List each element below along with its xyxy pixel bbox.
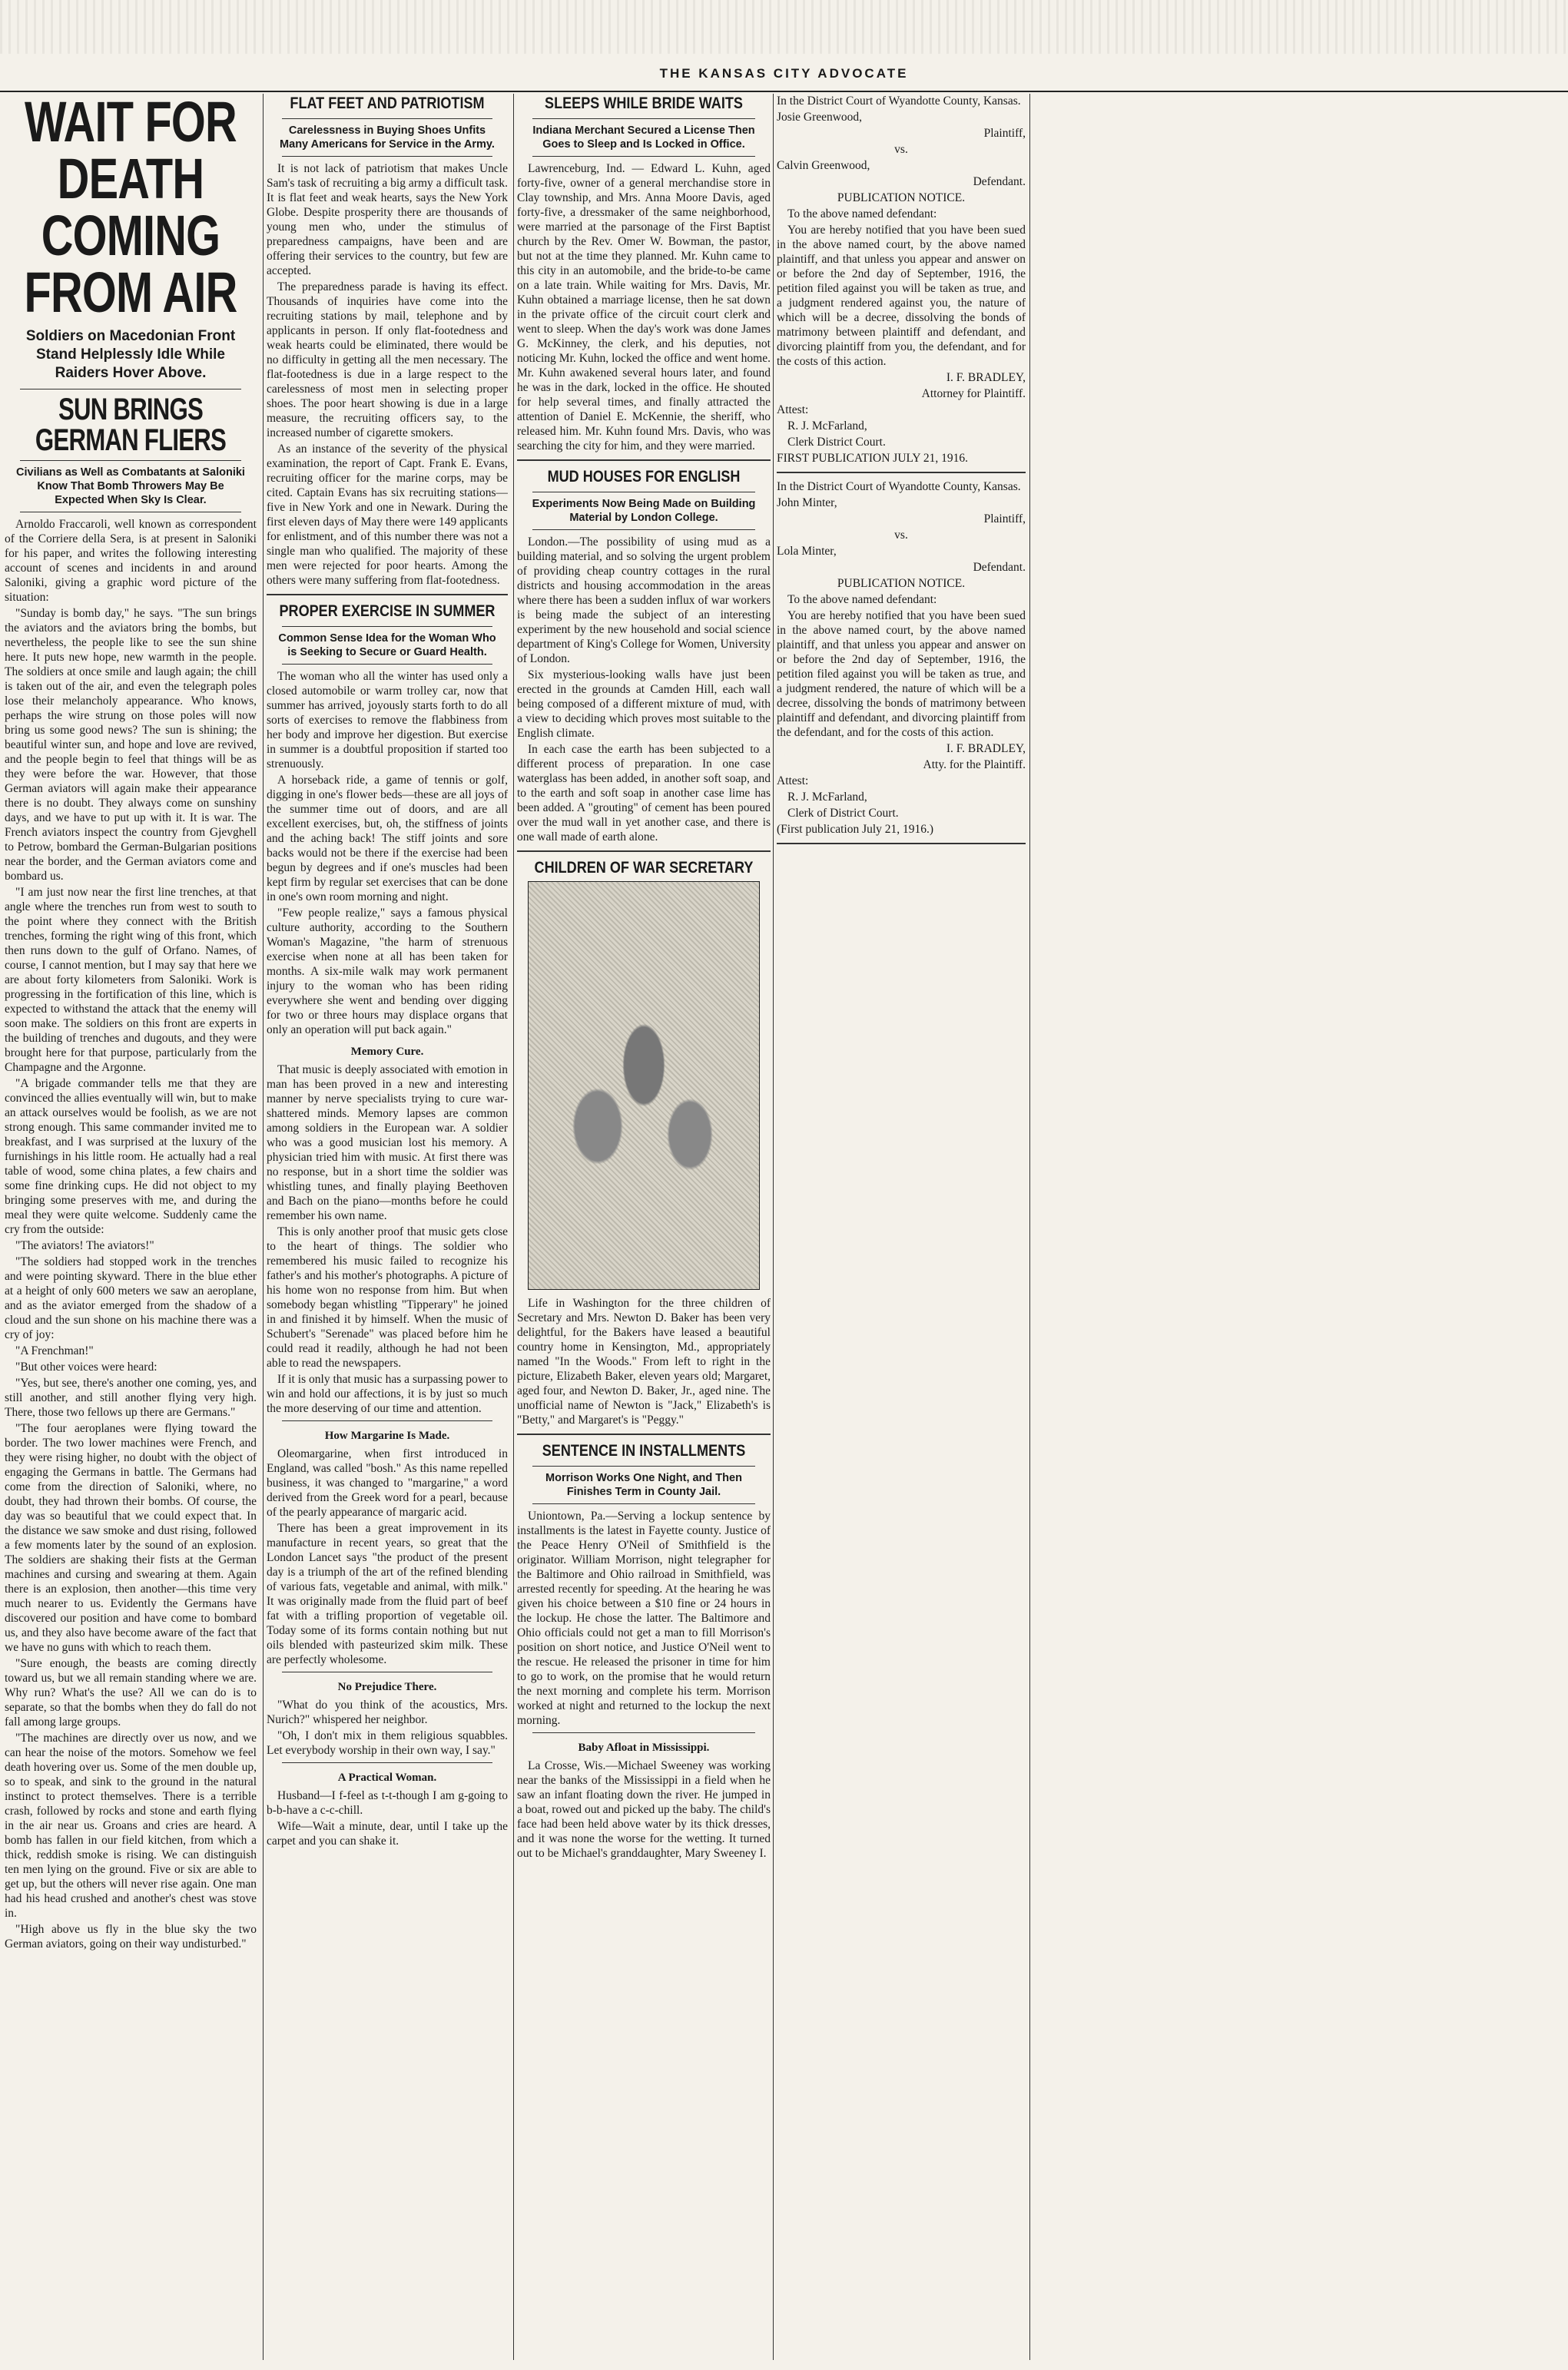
article-paragraph: Husband—I f-feel as t-t-though I am g-going to b-b-have a c-c-chill. [267,1789,508,1817]
divider [532,156,755,157]
divider [532,529,755,530]
article-paragraph: "Yes, but see, there's another one coming, yes, and still another, and still another flying very high. There, those two fellows up there are Germans." [5,1377,257,1419]
column-3 [513,94,771,2360]
article-paragraph: Uniontown, Pa.—Serving a lockup sentence by installments is the latest in Fayette county. Justice of the Peace Henry O'Neil of Smithfield is the originator. William Morrison, night telegrapher for the Baltimore and Ohio railroad in Smithfield, was arrested recently for speeding. At the hearing he was given his choice between a $10 fine or 24 hours in the lockup. He chose the latter. The Baltimore and Ohio officials could not get a man to fill Morrison's position on short notice, and Justice O'Neil went to the rescue. He released the prisoner in time for him to go to work, on the promise that he would return the next morning and complete his term. Morrison worked at night and returned to the lockup the next morning. [517,1510,771,1727]
notice-attest: Attest: [777,403,809,416]
article-paragraph: Wife—Wait a minute, dear, until I take up the carpet and you can shake it. [267,1820,508,1848]
notice-attorney: I. F. BRADLEY, [946,742,1026,755]
headline-coming-from-air: COMING FROM AIR [24,204,237,324]
headline-children-war-secretary: CHILDREN OF WAR SECRETARY [534,859,754,877]
notice-attest: Attest: [777,774,809,787]
photo-caption: Life in Washington for the three children of Secretary and Mrs. Newton D. Baker has been very delightful, for the Bakers have leased a beautiful country home in Kensington, Md., appropriately named "In the Woods." From left to right in the picture, Elizabeth Baker, eleven years old; Margaret, aged four, and Newton D. Baker, Jr., aged nine. The unofficial name of Newton is "Jack," Elizabeth's is "Betty," and Margaret's is "Peggy." [517,1297,771,1427]
notice-vs: vs. [894,143,908,156]
article-paragraph: It is not lack of patriotism that makes Uncle Sam's task of recruiting a big army a difficult task. It is flat feet and weak hearts, says the New York Globe. Despite prosperity there are thousands of young men who, under the stimulus of preparedness campaigns, have been and are offering their services to the country, but few are accepted. [267,162,508,277]
article-paragraph: Six mysterious-looking walls have just been erected in the grounds at Camden Hill, each wall being composed of a different mixture of mud, with a view to deciding which proves most suitable to the English climate. [517,668,771,740]
article-paragraph: "The soldiers had stopped work in the trenches and were pointing skyward. There in the blue ether at a height of only 600 meters we saw an aeroplane, and as the aviator emerged from the shadow of a cloud and the sun shone on his machine there was a cry of joy: [5,1255,257,1341]
notice-plaintiff-name: John Minter, [777,496,837,509]
divider [20,460,241,461]
notice-clerk: R. J. McFarland, [787,791,867,804]
divider [777,472,1026,473]
article-paragraph: In each case the earth has been subjected to a different process of preparation. In one case waterglass has been added, in another soft soap, and to the earth and soft soap in another case lime has been added. A "grouting" of cement has been poured over the mud wall in yet another case, and there is one wall made of earth alone. [517,743,771,844]
notice-publication-date: FIRST PUBLICATION JULY 21, 1916. [777,452,969,465]
notice-attorney-title: Atty. for the Plaintiff. [923,758,1026,771]
notice-attorney-title: Attorney for Plaintiff. [921,387,1026,400]
article-paragraph: "I am just now near the first line trenches, at that angle where the trenches run from west to south to the point where they connect with the British trenches, forming the right wing of this front, which then runs down to the gulf of Orfano. Names, of course, I cannot mention, but I may say that here we are about forty kilometers from Saloniki. Work is progressing in the fortification of this line, which is expected to withstand the attack that the enemy will soon make. The soldiers on this front are experts in the building of trenches and dugouts, and they were brought here for that purpose, particularly from the Champagne and the Argonne. [5,886,257,1074]
article-paragraph: A horseback ride, a game of tennis or golf, digging in one's flower beds—these are all joys of the summer time out of doors, and are all excellent exercises, but, oh, the stiffness of joints and the aching back! The stiff joints and sore backs would not be there if the exercise had been begun by degrees and if one's muscles had been kept firm by regular set exercises that can be done in one's own room morning and night. [267,774,508,903]
article-paragraph: The preparedness parade is having its effect. Thousands of inquiries have come into the recruiting stations by mail, telephone and by applicants in person. If only flat-footedness and weak hearts could be eliminated, there would be no difficulty in getting all the men necessary. The flat-footedness is due in a large respect to the carelessness of most men in selecting proper shoes. The poor heart showing is due in a large measure, the recruiting officers say, to the increased number of cigarette smokers. [267,280,508,439]
notice-body: You are hereby notified that you have been sued in the above named court, by the above named plaintiff, and that unless you appear and answer on or before the 2nd day of September, 1916, the petition filed against you will be taken as true, and a judgment rendered, the nature of which will be a decree, dissolving the bonds of matrimony between plaintiff and defendant, and divorcing plaintiff from the defendant, and for the costs of this action. [777,609,1026,739]
divider [532,1732,755,1733]
subhead-margarine: How Margarine Is Made. [324,1430,450,1442]
notice-plaintiff-label: Plaintiff, [983,512,1026,525]
notice-clerk: R. J. McFarland, [787,419,867,433]
notice-defendant-name: Lola Minter, [777,545,837,558]
divider [282,626,492,627]
headline-sentence-installments: SENTENCE IN INSTALLMENTS [542,1442,746,1460]
article-paragraph: London.—The possibility of using mud as a building material, and so solving the urgent problem of providing cheap country cottages in the rural districts and housing accommodation in the areas where there has been a sudden influx of war workers is being made the subject of an interesting experiment by the new household and social science department of King's College for Women, University of London. [517,535,771,665]
deck-morrison: Morrison Works One Night, and Then Finishes Term in County Jail. [545,1472,742,1498]
divider [532,118,755,119]
masthead [0,0,1568,92]
notice-court-heading: In the District Court of Wyandotte County, Kansas. [777,94,1021,108]
subhead-no-prejudice: No Prejudice There. [337,1681,437,1693]
subhead-memory-cure: Memory Cure. [350,1046,424,1058]
deck-common-sense: Common Sense Idea for the Woman Who is Seeking to Secure or Guard Health. [278,632,496,658]
headline-flat-feet: FLAT FEET AND PATRIOTISM [290,94,485,112]
divider [532,1466,755,1467]
notice-salutation: To the above named defendant: [787,593,937,606]
notice-defendant-label: Defendant. [973,561,1026,574]
divider [282,118,492,119]
divider [532,1503,755,1504]
article-paragraph: La Crosse, Wis.—Michael Sweeney was working near the banks of the Mississippi in a field when he saw an infant floating down the river. He jumped in a boat, rowed out and picked up the baby. The child's face had been held above water by its thick dresses, and it was none the worse for the wetting. It turned out to be Michael's granddaughter, Mary Sweeney I. [517,1759,771,1860]
divider [517,459,771,461]
divider [267,594,508,595]
notice-plaintiff-name: Josie Greenwood, [777,111,863,124]
notice-vs: vs. [894,529,908,542]
deck-carelessness: Carelessness in Buying Shoes Unfits Many Americans for Service in the Army. [280,124,495,151]
article-paragraph: "A brigade commander tells me that they are convinced the allies eventually will win, but to make an attack ourselves would be foolish, as we are not strong enough. This same commander invited me to breakfast, and I was surprised at the luxury of the furnishings in his little room. He actually had a real table of wood, some china plates, a few chairs and some fine drinking cups. He did not object to my bringing some preserves with me, and during the meal they were quite welcome. Suddenly came the cry from the outside: [5,1077,257,1236]
notice-court-heading: In the District Court of Wyandotte County, Kansas. [777,480,1021,493]
column-4 [773,94,1026,2360]
photo-children-illustration [528,881,760,1290]
print-smudge [0,0,1568,54]
notice-clerk-title: Clerk District Court. [787,436,886,449]
notice-plaintiff-label: Plaintiff, [983,127,1026,140]
divider [517,1434,771,1435]
article-paragraph: The woman who all the winter has used only a closed automobile or warm trolley car, now that summer has arrived, joyously starts forth to do all sorts of exercises to remove the flabbiness from her body and improve her digestion. But exercise in summer is a doubtful proposition if started too strenuously. [267,670,508,771]
article-paragraph: "Sunday is bomb day," he says. "The sun brings the aviators and the aviators bring the bombs, but nevertheless, the people like to see the sun shine here. It puts new hope, new warmth in the people. The soldiers at once smile and laugh again; the chill is taken out of the air, and even the telegraph poles lose their melancholy appearance. Who knows, perhaps the wire strung on those poles will now bring us some good news? The sun is shining; the beautiful winter sun, and hope and love are revived, and the people begin to feel that things will be as they were before the war. However, that those German aviators will again make their appearance there is no doubt. They always come on sunshiny days, and we have to put up with it. It is war. The French aviators inspect the country from Gjevghell to Petrow, bombard the German-Bulgarian positions near the border, and the German aviators come and bombard us. [5,607,257,883]
subdeck-civilians: Civilians as Well as Combatants at Saloniki Know That Bomb Throwers May Be Expected When Sky Is Clear. [16,466,245,506]
column-2 [263,94,508,2360]
article-paragraph: If it is only that music has a surpassing power to win and hold our affections, it is by just so much the more deserving of our time and attention. [267,1373,508,1415]
article-paragraph: "High above us fly in the blue sky the two German aviators, going on their way undisturbed." [5,1923,257,1951]
article-paragraph: "A Frenchman!" [15,1344,94,1357]
article-paragraph: Oleomargarine, when first introduced in England, was called "bosh." As this name repelled business, it was changed to "margarine," a word derived from the Greek word for a pearl, because of the pearly appearance of margaric acid. [267,1447,508,1519]
notice-title: PUBLICATION NOTICE. [837,191,966,204]
notice-body: You are hereby notified that you have been sued in the above named court, by the above named plaintiff, and that unless you appear and answer on or before the 2nd day of September, 1916, the petition filed against you will be taken as true, and a judgment rendered against you, the nature of which will be a decree, dissolving the bonds of matrimony between plaintiff and defendant, and divorcing plaintiff from you, the defendant, and for the costs of this action. [777,224,1026,368]
article-paragraph: As an instance of the severity of the physical examination, the report of Capt. Frank E. Evans, recruiting officer for the marine corps, may be cited. Captain Evans has six recruiting stations—five in New York and one in Newark. During the first eleven days of May there were 149 applicants for enlistment, and of this number there was not a single man who qualified. The majority of these men were rejected for poor hearts. Among the others were many suffering from flat-footedness. [267,443,508,587]
notice-clerk-title: Clerk of District Court. [787,807,899,820]
divider [282,664,492,665]
article-paragraph: "Oh, I don't mix in them religious squabbles. Let everybody worship in their own way, I say." [267,1729,508,1757]
deck-indiana-merchant: Indiana Merchant Secured a License Then Goes to Sleep and Is Locked in Office. [532,124,755,151]
notice-defendant-label: Defendant. [973,175,1026,188]
subhead-practical-woman: A Practical Woman. [337,1772,437,1784]
divider [777,843,1026,844]
notice-publication-date: (First publication July 21, 1916.) [777,823,934,836]
headline-proper-exercise: PROPER EXERCISE IN SUMMER [279,602,496,620]
column-5 [1029,94,1568,2360]
divider [282,1420,492,1421]
article-paragraph: "Few people realize," says a famous physical culture authority, according to the Southern Woman's Magazine, "the harm of strenuous exercise when none at all has been taken for months. A six-mile walk may work permanent injury to the woman who has been riding everywhere she went and bending over digging for two or three hours may displace organs that only an operation will put back again." [267,907,508,1036]
divider [282,156,492,157]
newspaper-title: THE KANSAS CITY ADVOCATE [659,66,909,81]
article-paragraph: This is only another proof that music gets close to the heart of things. The soldier who remembered his music failed to recognize his father's and his mother's photographs. A picture of his home won no response from him. But when somebody began whistling "Tipperary" he joined in and finished it by himself. When the music of Schubert's "Serenade" was placed before him he could read it readily, although he had not been able to read the newspapers. [267,1225,508,1370]
article-paragraph: "The machines are directly over us now, and we can hear the noise of the motors. Somehow we feel death hovering over us. Some of the men double up, so to speak, and sink to the ground in the natural instinct to protect themselves. There is a terrible crash, followed by rocks and stone and earth flying in the air near us. Groans and cries are heard. A bomb has fallen in our field kitchen, from which a thick, reddish smoke is rising. We can distinguish ten men lying on the ground. Five or six are able to get up, but the others will never rise again. One man had his head crushed and another's chest was stove in. [5,1732,257,1920]
article-paragraph: That music is deeply associated with emotion in man has been proved in a new and interesting manner by nerve specialists trying to cure war-shattered minds. Memory lapses are common among soldiers in the European war. A soldier who was a good musician lost his memory. A physician tried him with music. At first there was no response, but in a short time the soldier was whistling tunes, and finally playing Beethoven and Bach on the piano—months before he could remember his own name. [267,1063,508,1222]
headline-sleeps-while-bride: SLEEPS WHILE BRIDE WAITS [545,94,743,112]
subhead-sun-brings: SUN BRINGS GERMAN FLIERS [35,393,227,457]
subhead-baby-afloat: Baby Afloat in Mississippi. [578,1742,710,1754]
article-paragraph: "The aviators! The aviators!" [15,1239,154,1252]
article-paragraph: Arnoldo Fraccaroli, well known as correspondent of the Corriere della Sera, is at present in Saloniki for his paper, and writes the following interesting account of scenes and incidents in and around Saloniki, giving a graphic word picture of the situation: [5,518,257,604]
notice-title: PUBLICATION NOTICE. [837,577,966,590]
deck-soldiers: Soldiers on Macedonian Front Stand Helplessly Idle While Raiders Hover Above. [25,328,236,381]
headline-mud-houses: MUD HOUSES FOR ENGLISH [547,468,741,486]
notice-defendant-name: Calvin Greenwood, [777,159,870,172]
headline-wait-for-death: WAIT FOR DEATH [25,94,237,210]
article-paragraph: "Sure enough, the beasts are coming directly toward us, but we all remain standing where we are. Why run? What's the use? All we can do is to separate, so that the bombs when they do fall do not fall among large groups. [5,1657,257,1729]
article-paragraph: "But other voices were heard: [15,1361,157,1374]
divider [517,850,771,852]
divider [282,1762,492,1763]
notice-attorney: I. F. BRADLEY, [946,371,1026,384]
article-paragraph: Lawrenceburg, Ind. — Edward L. Kuhn, aged forty-five, owner of a general merchandise store in Clay township, and Mrs. Anna Moore Davis, aged forty-five, a dressmaker of the same neighborhood, were married at the parsonage of the First Baptist church by the Rev. Omer W. Bowman, the pastor, but not at the time they planned. Mr. Kuhn came to this city in an automobile, and the bride-to-be came on a late train. While waiting for Mrs. Davis, Mr. Kuhn obtained a marriage license, then he sat down in the private office of the circuit court clerk and went to sleep. When the day's work was done James G. McKinney, the clerk, and his deputies, not noticing Mr. Kuhn, locked the office and went home. Mr. Kuhn awakened several hours later, and found he was in the dark, locked in the office. He shouted for help several times, and finally attracted the attention of Daniel E. McKennie, the sheriff, who released him. Mr. Kuhn found Mrs. Davis, who was searching the city for him, and they were married. [517,162,771,452]
article-paragraph: "The four aeroplanes were flying toward the border. The two lower machines were French, and they were rising higher, no doubt with the object of engaging the Germans in battle. The Germans had come from the direction of Saloniki, where, no doubt, they had thrown their bombs. Of course, the day was so beautiful that we could expect that. In the distance we saw smoke and dust rising, followed a few moments later by the sound of an explosion. The soldiers are shaking their fists at the German machines and cursing and swearing at them. Again there is an explosion, then another—this time very much nearer to us. Evidently the Germans have discovered our position and have come to bombard us, and they also have become aware of the fact that we have no guns with which to reach them. [5,1422,257,1654]
article-paragraph: There has been a great improvement in its manufacture in recent years, so great that the London Lancet says "the product of the present day is a triumph of the art of the refined blending of various fats, vegetable and animal, with milk." It was originally made from the fluid part of beef fat with a trifling proportion of vegetable oil. Today some of its forms contain nothing but nut oils blended with pasteurized skim milk. These are perfectly wholesome. [267,1522,508,1666]
notice-salutation: To the above named defendant: [787,207,937,220]
deck-experiments: Experiments Now Being Made on Building Material by London College. [532,498,756,524]
column-1 [5,94,257,2360]
article-paragraph: "What do you think of the acoustics, Mrs. Nurich?" whispered her neighbor. [267,1699,508,1726]
